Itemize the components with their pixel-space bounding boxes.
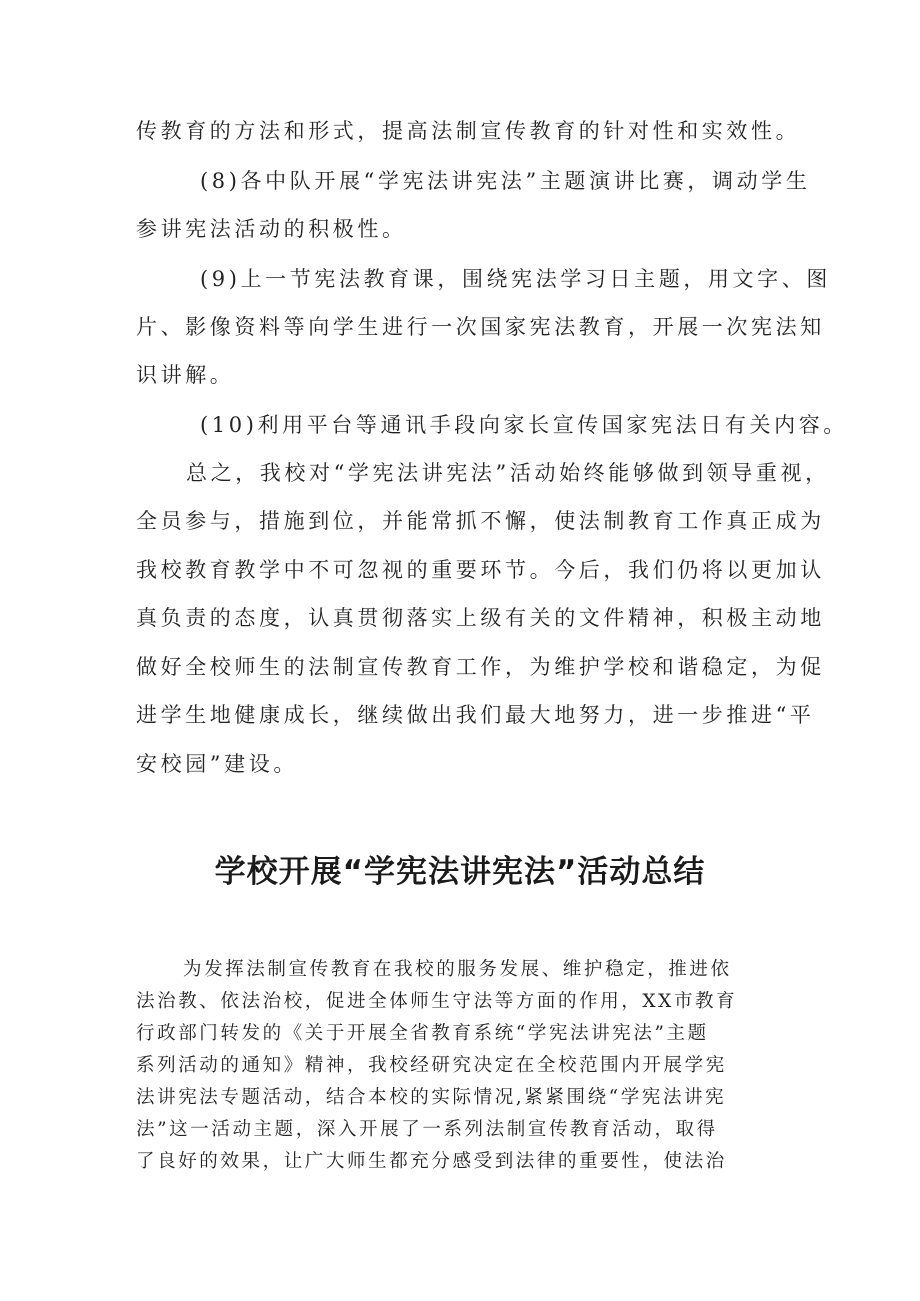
text-line: (10)利用平台等通讯手段向家长宣传国家宪法日有关内容。: [200, 413, 848, 437]
text-line: 安校园”建设。: [136, 752, 298, 776]
text-line: 行政部门转发的《关于开展全省教育系统“学宪法讲宪法”主题: [136, 1023, 709, 1044]
text-line: 我校教育教学中不可忽视的重要环节。今后，我们仍将以更加认: [136, 558, 825, 582]
text-line: 识讲解。: [136, 363, 235, 387]
text-line: 传教育的方法和形式，提高法制宣传教育的针对性和实效性。: [136, 119, 801, 143]
text-line: 了良好的效果，让广大师生都充分感受到法律的重要性，使法治: [136, 1151, 727, 1172]
text-line: 法讲宪法专题活动，结合本校的实际情况,紧紧围绕“学宪法讲宪: [136, 1087, 727, 1108]
article-title: 学校开展“学宪法讲宪法”活动总结: [214, 854, 706, 890]
text-line: 参讲宪法活动的积极性。: [136, 217, 407, 241]
text-line: (8)各中队开展“学宪法讲宪法”主题演讲比赛，调动学生: [200, 169, 811, 193]
text-line: 法”这一活动主题，深入开展了一系列法制宣传教育活动，取得: [136, 1119, 718, 1140]
text-line: 全员参与，措施到位，并能常抓不懈，使法制教育工作真正成为: [136, 509, 825, 533]
text-line: 法治教、依法治校，促进全体师生守法等方面的作用，XX市教育: [136, 991, 738, 1012]
text-line: 做好全校师生的法制宣传教育工作，为维护学校和谐稳定，为促: [136, 655, 825, 679]
text-line: 总之，我校对“学宪法讲宪法”活动始终能够做到领导重视，: [186, 461, 830, 485]
text-line: (9)上一节宪法教育课，围绕宪法学习日主题，用文字、图: [200, 267, 831, 291]
text-line: 系列活动的通知》精神，我校经研究决定在全校范围内开展学宪: [136, 1055, 727, 1076]
text-line: 为发挥法制宣传教育在我校的服务发展、维护稳定，推进依: [183, 959, 732, 980]
text-line: 片、影像资料等向学生进行一次国家宪法教育，开展一次宪法知: [136, 315, 825, 339]
text-line: 真负责的态度，认真贯彻落实上级有关的文件精神，积极主动地: [136, 606, 825, 630]
text-line: 进学生地健康成长，继续做出我们最大地努力，进一步推进“平: [136, 703, 815, 727]
